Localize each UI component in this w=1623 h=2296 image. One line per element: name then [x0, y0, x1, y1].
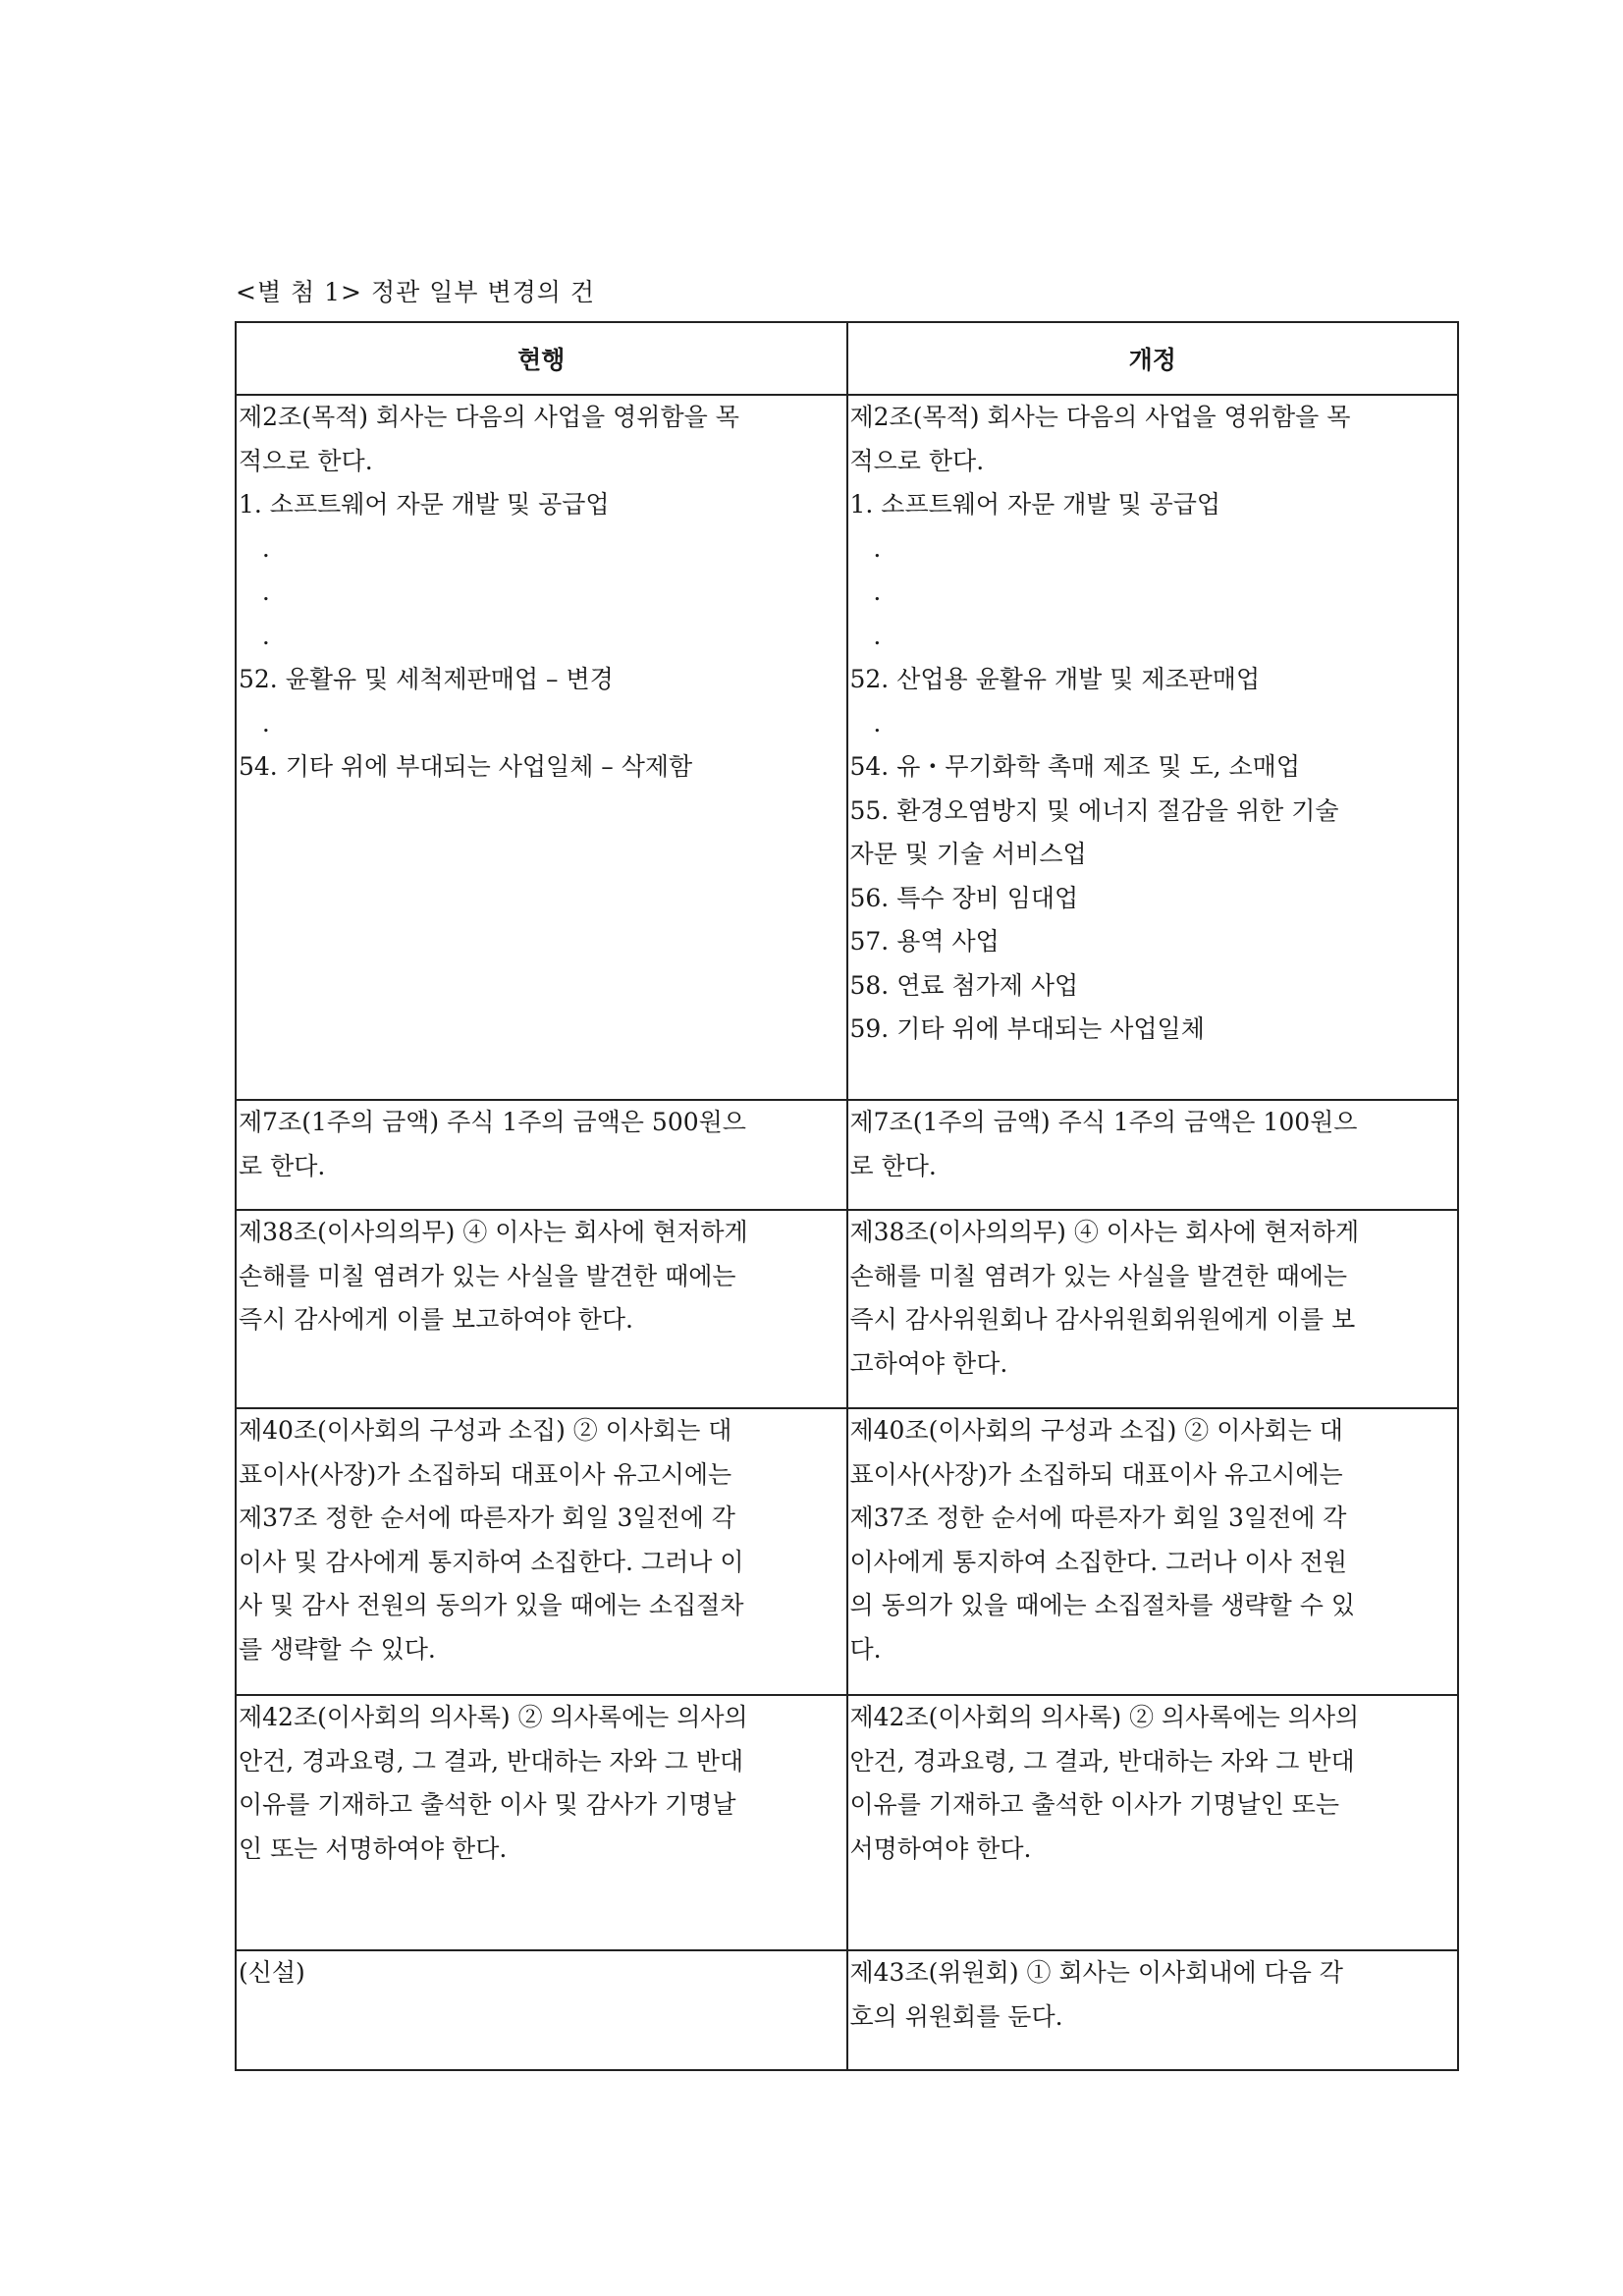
cell-current-article38	[236, 1210, 847, 1408]
cell-text	[848, 1211, 1458, 1386]
cell-text	[848, 1696, 1458, 1871]
text-line: 58. 연료 첨가제 사업	[849, 970, 1079, 1000]
text-line: 이유를 기재하고 출석한 이사 및 감사가 기명날	[239, 1790, 736, 1819]
text-line: 제37조 정한 순서에 따른자가 회일 3일전에 각	[849, 1503, 1347, 1532]
text-line: .	[239, 533, 270, 563]
text-line: (신설)	[239, 1958, 305, 1987]
cell-text	[237, 1211, 846, 1342]
text-line: 55. 환경오염방지 및 에너지 절감을 위한 기술	[849, 795, 1339, 825]
cell-current-article7	[236, 1100, 847, 1210]
text-line: 의 동의가 있을 때에는 소집절차를 생략할 수 있	[849, 1591, 1355, 1619]
text-line: 제43조(위원회) ① 회사는 이사회내에 다음 각	[849, 1958, 1343, 1987]
text-line: 제2조(목적) 회사는 다음의 사업을 영위함을 목	[849, 403, 1351, 431]
cell-text	[237, 396, 846, 790]
text-line: 표이사(사장)가 소집하되 대표이사 유고시에는	[849, 1459, 1343, 1489]
text-line: 서명하여야 한다.	[849, 1833, 1032, 1863]
cell-revised-article7	[847, 1100, 1459, 1210]
table-row-article43	[236, 1950, 1458, 2070]
cell-text	[848, 1951, 1458, 2039]
text-line: 54. 기타 위에 부대되는 사업일체 – 삭제함	[239, 752, 693, 781]
text-line: 52. 윤활유 및 세척제판매업 – 변경	[239, 665, 614, 693]
cell-current-article43	[236, 1950, 847, 2070]
text-line: .	[239, 577, 270, 606]
text-line: 표이사(사장)가 소집하되 대표이사 유고시에는	[239, 1459, 732, 1489]
cell-text	[237, 1409, 846, 1671]
cell-text	[848, 1101, 1458, 1188]
header-revised: 개정	[847, 322, 1459, 395]
cell-text	[237, 1696, 846, 1871]
text-line: 손해를 미칠 염려가 있는 사실을 발견한 때에는	[849, 1261, 1348, 1290]
text-line: 제40조(이사회의 구성과 소집) ② 이사회는 대	[239, 1416, 732, 1445]
table-row-article7	[236, 1100, 1458, 1210]
text-line: 57. 용역 사업	[849, 927, 1000, 956]
text-line: .	[849, 533, 882, 563]
text-line: 제38조(이사의의무) ④ 이사는 회사에 현저하게	[239, 1218, 748, 1246]
document-title: <별 첨 1> 정관 일부 변경의 건	[236, 278, 595, 306]
table-body	[236, 395, 1458, 2070]
table-row-article38	[236, 1210, 1458, 1408]
text-line: 54. 유・무기화학 촉매 제조 및 도, 소매업	[849, 752, 1300, 781]
text-line: 1. 소프트웨어 자문 개발 및 공급업	[849, 490, 1221, 519]
table-row-article40	[236, 1408, 1458, 1695]
text-line: 제7조(1주의 금액) 주식 1주의 금액은 500원으	[239, 1108, 746, 1136]
text-line: 사 및 감사 전원의 동의가 있을 때에는 소집절차	[239, 1591, 744, 1619]
text-line: 56. 특수 장비 임대업	[849, 883, 1079, 912]
text-line: .	[849, 621, 882, 650]
cell-text	[237, 1101, 846, 1188]
text-line: 손해를 미칠 염려가 있는 사실을 발견한 때에는	[239, 1261, 736, 1290]
text-line: 제40조(이사회의 구성과 소집) ② 이사회는 대	[849, 1416, 1343, 1445]
text-line: .	[849, 577, 882, 606]
cell-revised-article40	[847, 1408, 1459, 1695]
text-line: 제37조 정한 순서에 따른자가 회일 3일전에 각	[239, 1503, 735, 1532]
text-line: 다.	[849, 1634, 882, 1664]
cell-revised-article42	[847, 1695, 1459, 1950]
text-line: .	[239, 708, 270, 738]
text-line: 즉시 감사위원회나 감사위원회위원에게 이를 보	[849, 1305, 1356, 1334]
text-line: 를 생략할 수 있다.	[239, 1634, 436, 1664]
text-line: 제7조(1주의 금액) 주식 1주의 금액은 100원으	[849, 1108, 1358, 1136]
cell-current-article2	[236, 395, 847, 1100]
table-header-row	[236, 322, 1458, 395]
cell-current-article42	[236, 1695, 847, 1950]
table-row-article42	[236, 1695, 1458, 1950]
cell-revised-article43	[847, 1950, 1459, 2070]
text-line: 호의 위원회를 둔다.	[849, 2001, 1063, 2031]
cell-text	[848, 1409, 1458, 1671]
text-line: 안건, 경과요령, 그 결과, 반대하는 자와 그 반대	[849, 1746, 1355, 1776]
text-line: 안건, 경과요령, 그 결과, 반대하는 자와 그 반대	[239, 1746, 744, 1776]
cell-current-article40	[236, 1408, 847, 1695]
text-line: 이유를 기재하고 출석한 이사가 기명날인 또는	[849, 1790, 1340, 1819]
cell-text	[237, 1951, 846, 1995]
text-line: 로 한다.	[849, 1151, 937, 1180]
text-line: 이사 및 감사에게 통지하여 소집한다. 그러나 이	[239, 1547, 744, 1576]
text-line: 로 한다.	[239, 1151, 326, 1180]
cell-text	[848, 396, 1458, 1052]
text-line: 자문 및 기술 서비스업	[849, 840, 1087, 868]
text-line: 적으로 한다.	[239, 446, 373, 475]
cell-revised-article2	[847, 395, 1459, 1100]
text-line: 제2조(목적) 회사는 다음의 사업을 영위함을 목	[239, 403, 739, 431]
text-line: 고하여야 한다.	[849, 1348, 1008, 1378]
cell-revised-article38	[847, 1210, 1459, 1408]
text-line: 52. 산업용 윤활유 개발 및 제조판매업	[849, 665, 1261, 693]
text-line: 적으로 한다.	[849, 446, 985, 475]
text-line: 제38조(이사의의무) ④ 이사는 회사에 현저하게	[849, 1218, 1360, 1246]
text-line: .	[849, 708, 882, 738]
text-line: 59. 기타 위에 부대되는 사업일체	[849, 1014, 1205, 1043]
text-line: .	[239, 621, 270, 650]
text-line: 즉시 감사에게 이를 보고하여야 한다.	[239, 1305, 633, 1334]
text-line: 제42조(이사회의 의사록) ② 의사록에는 의사의	[849, 1703, 1360, 1731]
text-line: 1. 소프트웨어 자문 개발 및 공급업	[239, 490, 610, 519]
header-current: 현행	[236, 322, 847, 395]
text-line: 제42조(이사회의 의사록) ② 의사록에는 의사의	[239, 1703, 748, 1731]
table-row-article2	[236, 395, 1458, 1100]
text-line: 인 또는 서명하여야 한다.	[239, 1833, 508, 1863]
amendment-table	[235, 321, 1459, 2071]
text-line: 이사에게 통지하여 소집한다. 그러나 이사 전원	[849, 1547, 1348, 1576]
